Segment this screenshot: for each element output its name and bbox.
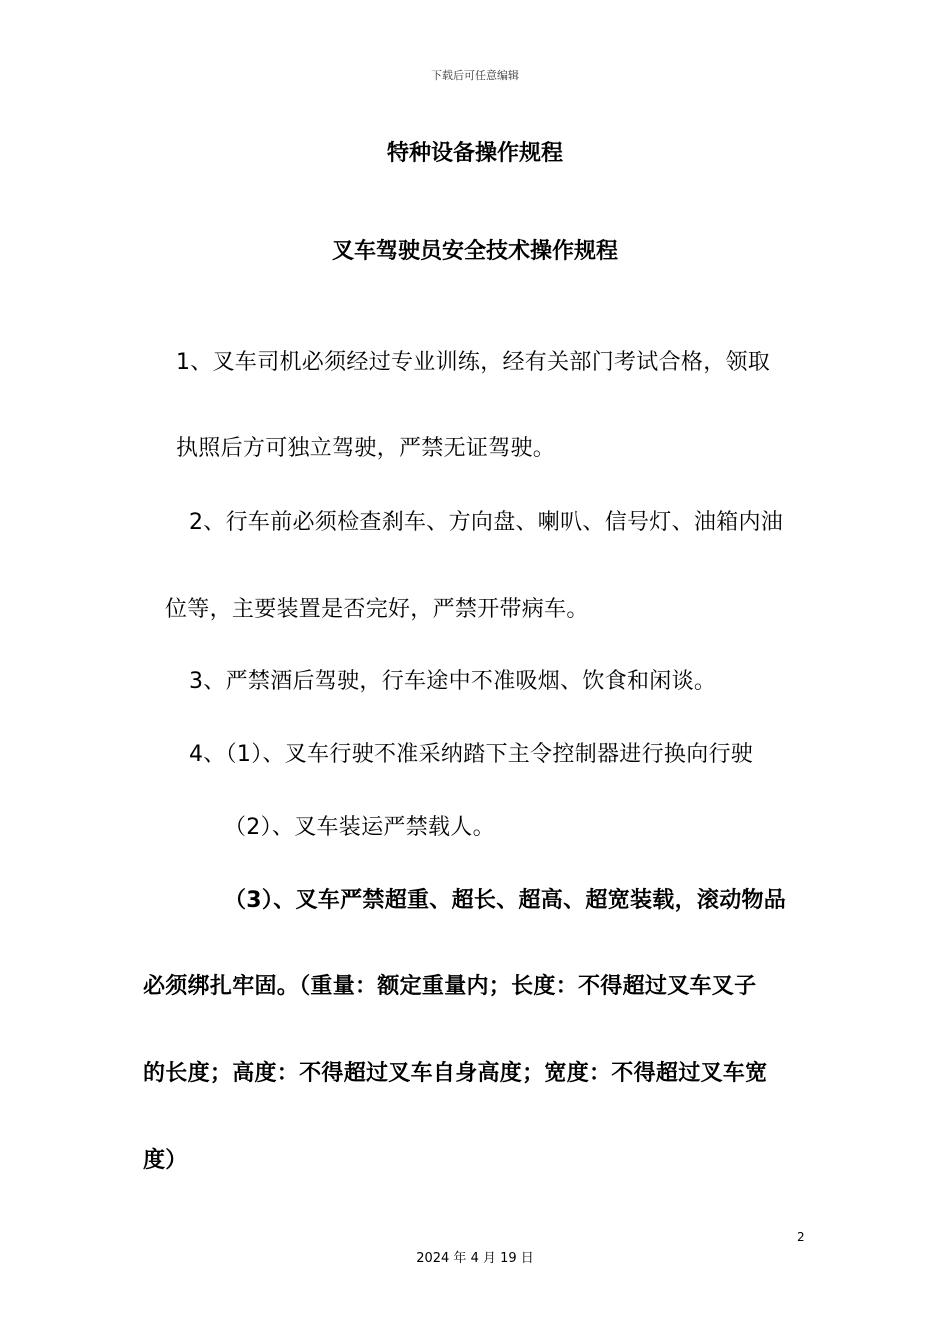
rule-3-line-1: 3、严禁酒后驾驶，行车途中不准吸烟、饮食和闲谈。 xyxy=(189,669,717,694)
rule-4-item-3-line-2: 必须绑扎牢固。（重量：额定重量内；长度：不得超过叉车叉子 xyxy=(143,974,757,999)
rule-1-line-1: 1、叉车司机必须经过专业训练，经有关部门考试合格，领取 xyxy=(176,350,771,375)
document-subtitle: 叉车驾驶员安全技术操作规程 xyxy=(331,239,618,264)
rule-4-item-3-line-1: （3）、叉车严禁超重、超长、超高、超宽装载，滚动物品 xyxy=(224,888,787,913)
rule-4-item-1: 4、（1）、叉车行驶不准采纳踏下主令控制器进行换向行驶 xyxy=(189,742,754,767)
header-note: 下载后可任意编辑 xyxy=(431,69,519,82)
rule-2-line-1: 2、行车前必须检查刹车、方向盘、喇叭、信号灯、油箱内油 xyxy=(189,510,784,535)
rule-4-item-2: （2）、叉车装运严禁载人。 xyxy=(224,815,495,840)
rule-2-line-2: 位等，主要装置是否完好，严禁开带病车。 xyxy=(165,597,589,622)
rule-4-item-3-line-4: 度） xyxy=(143,1148,188,1173)
rule-1-line-2: 执照后方可独立驾驶，严禁无证驾驶。 xyxy=(176,436,556,461)
page-number: 2 xyxy=(797,1230,805,1244)
footer-date: 2024 年 4 月 19 日 xyxy=(416,1251,534,1266)
rule-4-item-3-line-3: 的长度；高度：不得超过叉车自身高度；宽度：不得超过叉车宽 xyxy=(143,1061,768,1086)
document-title: 特种设备操作规程 xyxy=(386,141,563,166)
